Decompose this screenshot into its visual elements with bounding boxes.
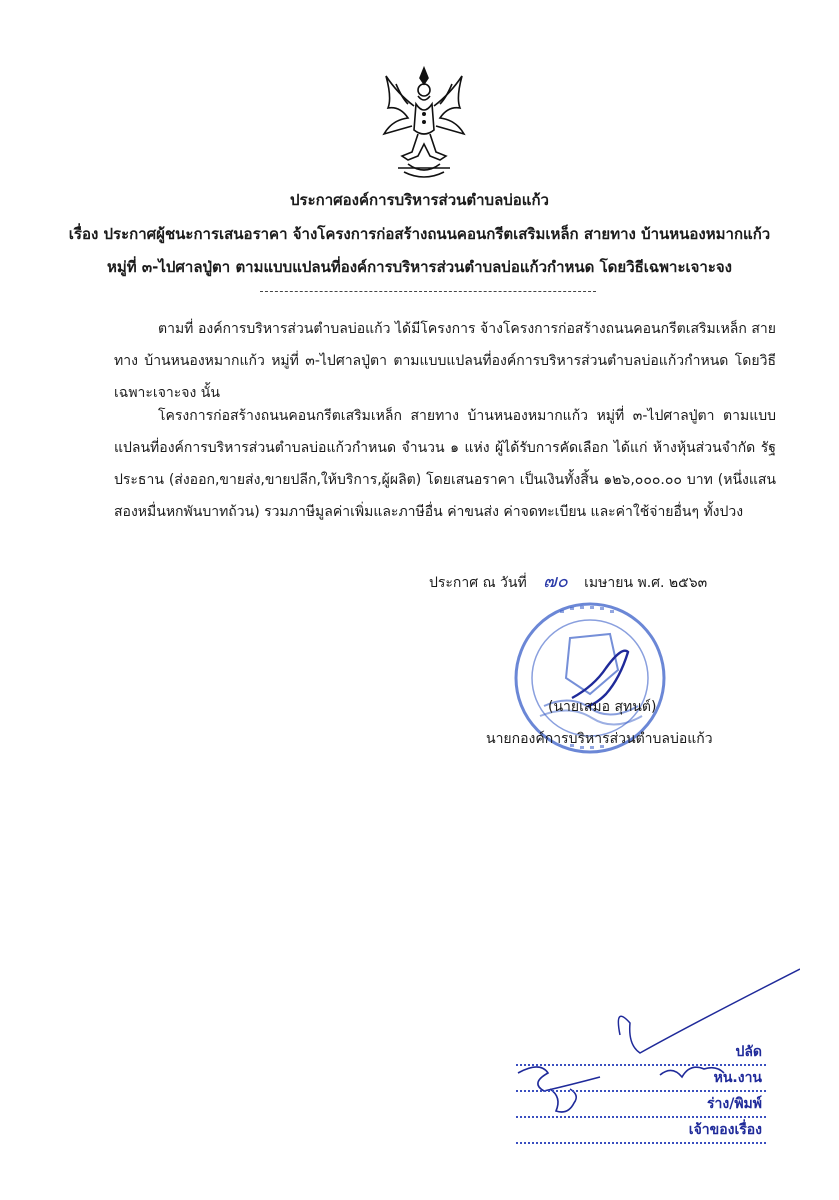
date-day-handwritten: ๗๐ — [543, 571, 568, 592]
subject-heading-continued: หมู่ที่ ๓-ไปศาลปู่ตา ตามแบบแปลนที่องค์การบริหารส่วนตำบลบ่อแก้วกำหนด โดยวิธีเฉพาะเจาะจง — [106, 258, 733, 276]
routing-label: ปลัด — [735, 1044, 762, 1060]
paragraph-award — [114, 400, 776, 528]
paragraph-award-text: โครงการก่อสร้างถนนคอนกรีตเสริมเหล็ก สายทาง บ้านหนองหมากแก้ว หมู่ที่ ๓-ไปศาลปู่ตา ตามแบบแปลนที่องค์การบริหารส่วนตำบลบ่อแก้วกำหนด จำนวน ๑ แห่ง ผู้ได้รับการคัดเลือก ได้แก่ ห้างหุ้นส่วนจำกัด รัฐประธาน (ส่งออก,ขายส่ง,ขายปลีก,ให้บริการ,ผู้ผลิต) โดยเสนอราคา เป็นเงินทั้งสิ้น ๑๒๖,๐๐๐.๐๐ บาท (หนึ่งแสนสองหมื่นหกพันบาทถ้วน) รวมภาษีมูลค่าเพิ่มและภาษีอื่น ค่าขนส่ง ค่าจดทะเบียน และค่าใช้จ่ายอื่นๆ ทั้งปวง — [114, 408, 777, 520]
routing-row-head — [516, 1066, 766, 1092]
signatory-position: นายกองค์การบริหารส่วนตำบลบ่อแก้ว — [486, 731, 713, 747]
paragraph-intro-text: ตามที่ องค์การบริหารส่วนตำบลบ่อแก้ว ได้มีโครงการ จ้างโครงการก่อสร้างถนนคอนกรีตเสริมเหล็ก สายทาง บ้านหนองหมากแก้ว หมู่ที่ ๓-ไปศาลปู่ตา ตามแบบแปลนที่องค์การบริหารส่วนตำบลบ่อแก้วกำหนด โดยวิธีเฉพาะเจาะจง นั้น — [114, 321, 776, 401]
paragraph-intro — [114, 313, 776, 409]
routing-row-deputy — [516, 1040, 766, 1066]
garuda-emblem — [378, 64, 470, 182]
org-heading: ประกาศองค์การบริหารส่วนตำบลบ่อแก้ว — [290, 191, 549, 209]
routing-label: หน.งาน — [713, 1070, 762, 1086]
routing-row-owner — [516, 1118, 766, 1144]
routing-row-drafter — [516, 1092, 766, 1118]
dashed-divider — [260, 291, 596, 292]
routing-signoff-block — [516, 1040, 766, 1144]
routing-label: เจ้าของเรื่อง — [688, 1122, 762, 1138]
routing-label: ร่าง/พิมพ์ — [706, 1096, 762, 1112]
signatory-name: (นายเสมอ สุทนต์) — [548, 699, 657, 715]
subject-heading: เรื่อง ประกาศผู้ชนะการเสนอราคา จ้างโครงการก่อสร้างถนนคอนกรีตเสริมเหล็ก สายทาง บ้านหนองหมากแก้ว — [68, 225, 771, 243]
date-suffix: เมษายน พ.ศ. ๒๕๖๓ — [584, 575, 708, 591]
date-prefix: ประกาศ ณ วันที่ — [429, 575, 527, 591]
announcement-date — [429, 566, 707, 595]
